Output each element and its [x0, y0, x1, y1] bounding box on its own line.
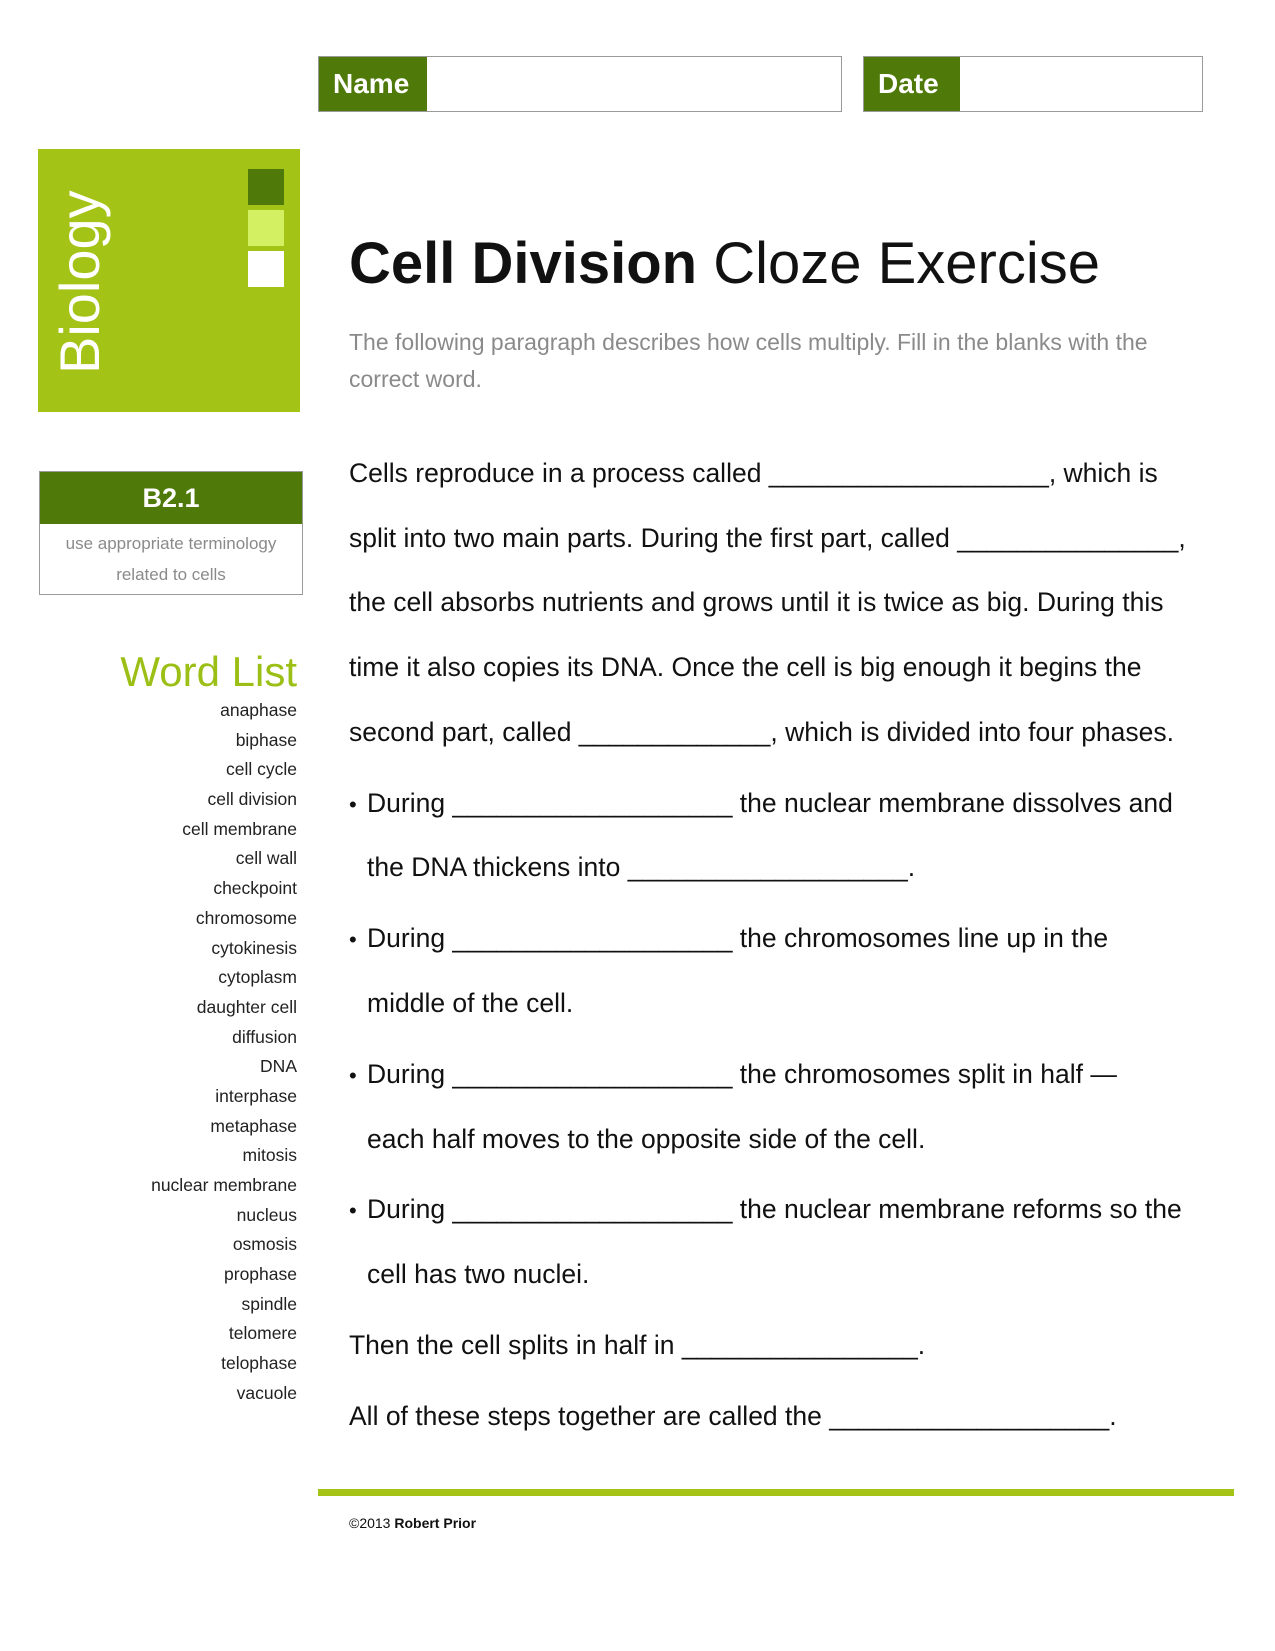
dark-square-icon	[248, 169, 284, 205]
word-list-item: nuclear membrane	[151, 1175, 297, 1195]
light-square-icon	[248, 210, 284, 246]
subject-label: Biology	[48, 190, 111, 374]
date-input-box[interactable]	[960, 57, 1202, 111]
copyright-author: Robert Prior	[394, 1515, 477, 1531]
word-list-item: telophase	[221, 1353, 297, 1374]
name-input-box[interactable]	[427, 57, 841, 111]
word-list-item: biphase	[235, 729, 297, 750]
bullet-continuation: cell has two nuclei.	[367, 1259, 590, 1289]
copyright-year: ©2013	[349, 1515, 391, 1531]
bullet-continuation: middle of the cell.	[367, 988, 574, 1018]
bullet-continuation: each half moves to the opposite side of the cell.	[367, 1124, 926, 1154]
white-square-icon	[248, 251, 284, 287]
date-label: Date	[864, 57, 960, 111]
footer-rule	[318, 1489, 1234, 1496]
word-list-item: cytokinesis	[211, 937, 297, 958]
title-bold: Cell Division	[349, 231, 698, 296]
name-label: Name	[319, 57, 427, 111]
word-list-item: anaphase	[220, 700, 297, 720]
bullet-icon: •	[349, 927, 357, 952]
title-rest: Cloze Exercise	[697, 231, 1101, 296]
word-list-item: cell membrane	[182, 818, 297, 839]
word-list-item: interphase	[215, 1085, 297, 1106]
bullet-item	[349, 1193, 1182, 1227]
body-line: the cell absorbs nutrients and grows until it is twice as big. During this	[349, 587, 1164, 617]
word-list-item: prophase	[224, 1264, 297, 1285]
word-list-item: chromosome	[195, 907, 297, 928]
word-list-item: cell wall	[235, 848, 297, 869]
word-list-item: nucleus	[236, 1204, 297, 1225]
standard-description-line: related to cells	[116, 565, 226, 584]
word-list	[151, 696, 297, 1409]
body-line: time it also copies its DNA. Once the cell is big enough it begins the	[349, 652, 1142, 682]
date-field	[863, 56, 1203, 112]
body-line: All of these steps together are called the ___________________.	[349, 1401, 1117, 1431]
name-field	[318, 56, 842, 112]
word-list-item: osmosis	[232, 1234, 297, 1255]
word-list-item: mitosis	[242, 1145, 297, 1166]
word-list-item: spindle	[241, 1293, 297, 1314]
bullet-text: During ___________________ the chromosomes split in half —	[367, 1059, 1117, 1089]
body-line: split into two main parts. During the first part, called _______________,	[349, 523, 1186, 553]
bullet-item	[349, 1058, 1117, 1092]
body-line: Then the cell splits in half in ________________.	[349, 1330, 926, 1360]
word-list-item: DNA	[260, 1056, 297, 1077]
subject-tile	[38, 149, 300, 412]
page-title	[349, 228, 1100, 300]
bullet-icon: •	[349, 1198, 357, 1223]
bullet-item	[349, 787, 1173, 821]
bullet-icon: •	[349, 1063, 357, 1088]
word-list-title: Word List	[120, 648, 297, 695]
word-list-item: cell division	[207, 789, 297, 810]
standard-description-line: use appropriate terminology	[65, 534, 277, 553]
intro-text: The following paragraph describes how cells multiply. Fill in the blanks with the correct word.	[349, 329, 1148, 392]
body-line: second part, called _____________, which is divided into four phases.	[349, 717, 1175, 747]
bullet-text: During ___________________ the nuclear membrane dissolves and	[367, 788, 1173, 818]
word-list-item: diffusion	[232, 1026, 297, 1047]
word-list-item: checkpoint	[213, 878, 297, 899]
body-line: Cells reproduce in a process called ___________________, which is	[349, 458, 1158, 488]
copyright	[349, 1515, 476, 1531]
standard-description	[40, 524, 302, 594]
standard-code: B2.1	[40, 472, 302, 524]
word-list-item: cell cycle	[226, 759, 297, 780]
bullet-text: During ___________________ the chromosomes line up in the	[367, 923, 1109, 953]
bullet-text: During ___________________ the nuclear membrane reforms so the	[367, 1194, 1182, 1224]
word-list-item: vacuole	[236, 1382, 297, 1403]
word-list-item: cytoplasm	[218, 967, 297, 988]
word-list-item: metaphase	[210, 1115, 297, 1136]
standard-box	[39, 471, 303, 595]
bullet-continuation: the DNA thickens into ___________________.	[367, 852, 916, 882]
bullet-icon: •	[349, 792, 357, 817]
word-list-item: daughter cell	[196, 996, 297, 1017]
word-list-item: telomere	[228, 1323, 297, 1344]
bullet-item	[349, 922, 1108, 956]
